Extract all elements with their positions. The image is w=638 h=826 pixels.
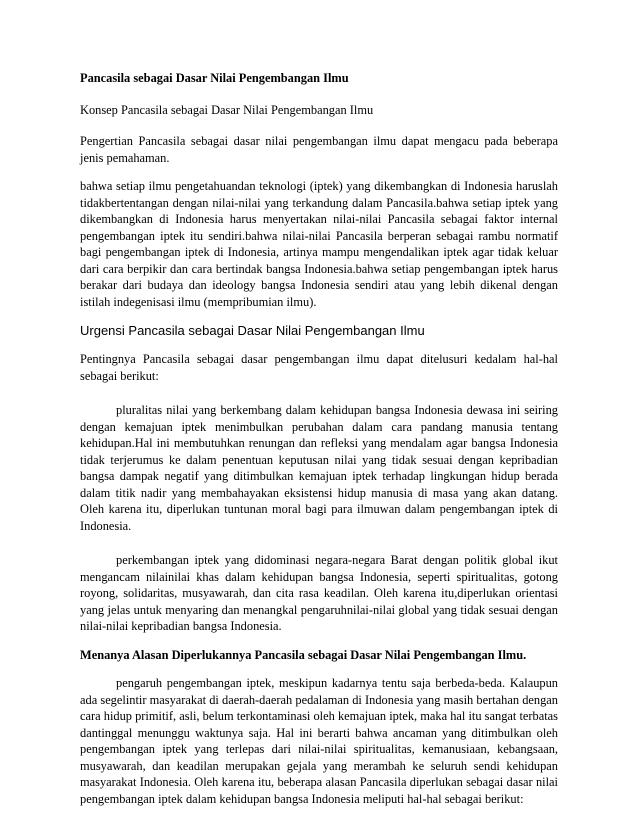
section-3-paragraph-1: pengaruh pengembangan iptek, meskipun kadarnya tentu saja berbeda-beda. Kalaupun ada segelintir masyarakat di daerah-daerah pedalaman di Indonesia yang masih bertahan dengan cara hidup primitif, asli, belum terkontaminasi oleh kemajuan iptek, maka hal itu sangat terbatas dantinggal menunggu waktunya saja. Hal ini berarti bahwa ancaman yang ditimbulkan oleh pengembangan iptek yang terlepas dari nilai-nilai spiritualitas, kemanusiaan, kebangsaan, musyawarah, dan keadilan merupakan gejala yang merambah ke seluruh sendi kehidupan masyarakat Indonesia. Oleh karena itu, beberapa alasan Pancasila diperlukan sebagai dasar nilai pengembangan iptek dalam kehidupan bangsa Indonesia meliputi hal-hal sebagai berikut: [80,676,558,806]
paragraph-1: bahwa setiap ilmu pengetahuandan teknologi (iptek) yang dikembangkan di Indonesia haruslah tidakbertentangan dengan nilai-nilai yang terkandung dalam Pancasila.bahwa setiap iptek yang dikembangkan di Indonesia harus menyertakan nilai-nilai Pancasila sebagai faktor internal pengembangan iptek itu sendiri.bahwa nilai-nilai Pancasila berperan sebagai rambu normatif bagi pengembangan iptek di Indonesia, artinya mampu mengendalikan iptek agar tidak keluar dari cara berpikir dan cara bertindak bangsa Indonesia.bahwa setiap pengembangan iptek harus berakar dari budaya dan ideology bangsa Indonesia sendiri atau yang lebih dikenal dengan istilah indegenisasi ilmu (mempribumian ilmu). [80,179,558,309]
document-body [80,70,558,807]
section-2-paragraph-1: pluralitas nilai yang berkembang dalam kehidupan bangsa Indonesia dewasa ini seiring dengan kemajuan iptek menimbulkan perubahan dalam cara pandang manusia tentang kehidupan.Hal ini membutuhkan renungan dan refleksi yang mendalam agar bangsa Indonesia tidak terjerumus ke dalam penentuan keputusan nilai yang tidak sesuai dengan kepribadian bangsa dampak negatif yang ditimbulkan kemajuan iptek terhadap lingkungan hidup berada dalam titik nadir yang membahayakan eksistensi hidup manusia di masa yang akan datang. Oleh karena itu, diperlukan tuntunan moral bagi para ilmuwan dalam pengembangan iptek di Indonesia. [80,403,558,533]
subtitle: Konsep Pancasila sebagai Dasar Nilai Pengembangan Ilmu [80,102,374,117]
section-2-heading: Urgensi Pancasila sebagai Dasar Nilai Pengembangan Ilmu [80,323,425,338]
section-2-intro: Pentingnya Pancasila sebagai dasar pengembangan ilmu dapat ditelusuri kedalam hal-hal sebagai berikut: [80,352,558,383]
intro-paragraph: Pengertian Pancasila sebagai dasar nilai pengembangan ilmu dapat mengacu pada beberapa jenis pemahaman. [80,134,558,165]
section-2-paragraph-2: perkembangan iptek yang didominasi negara-negara Barat dengan politik global ikut mengancam nilainilai khas dalam kehidupan bangsa Indonesia, seperti spiritualitas, gotong royong, solidaritas, musyawarah, dan cita rasa keadilan. Oleh karena itu,diperlukan orientasi yang jelas untuk menyaring dan menangkal pengaruhnilai-nilai global yang tidak sesuai dengan nilai-nilai kepribadian bangsa Indonesia. [80,553,558,633]
section-3-heading: Menanya Alasan Diperlukannya Pancasila sebagai Dasar Nilai Pengembangan Ilmu. [80,647,527,662]
document-title: Pancasila sebagai Dasar Nilai Pengembangan Ilmu [80,71,349,85]
